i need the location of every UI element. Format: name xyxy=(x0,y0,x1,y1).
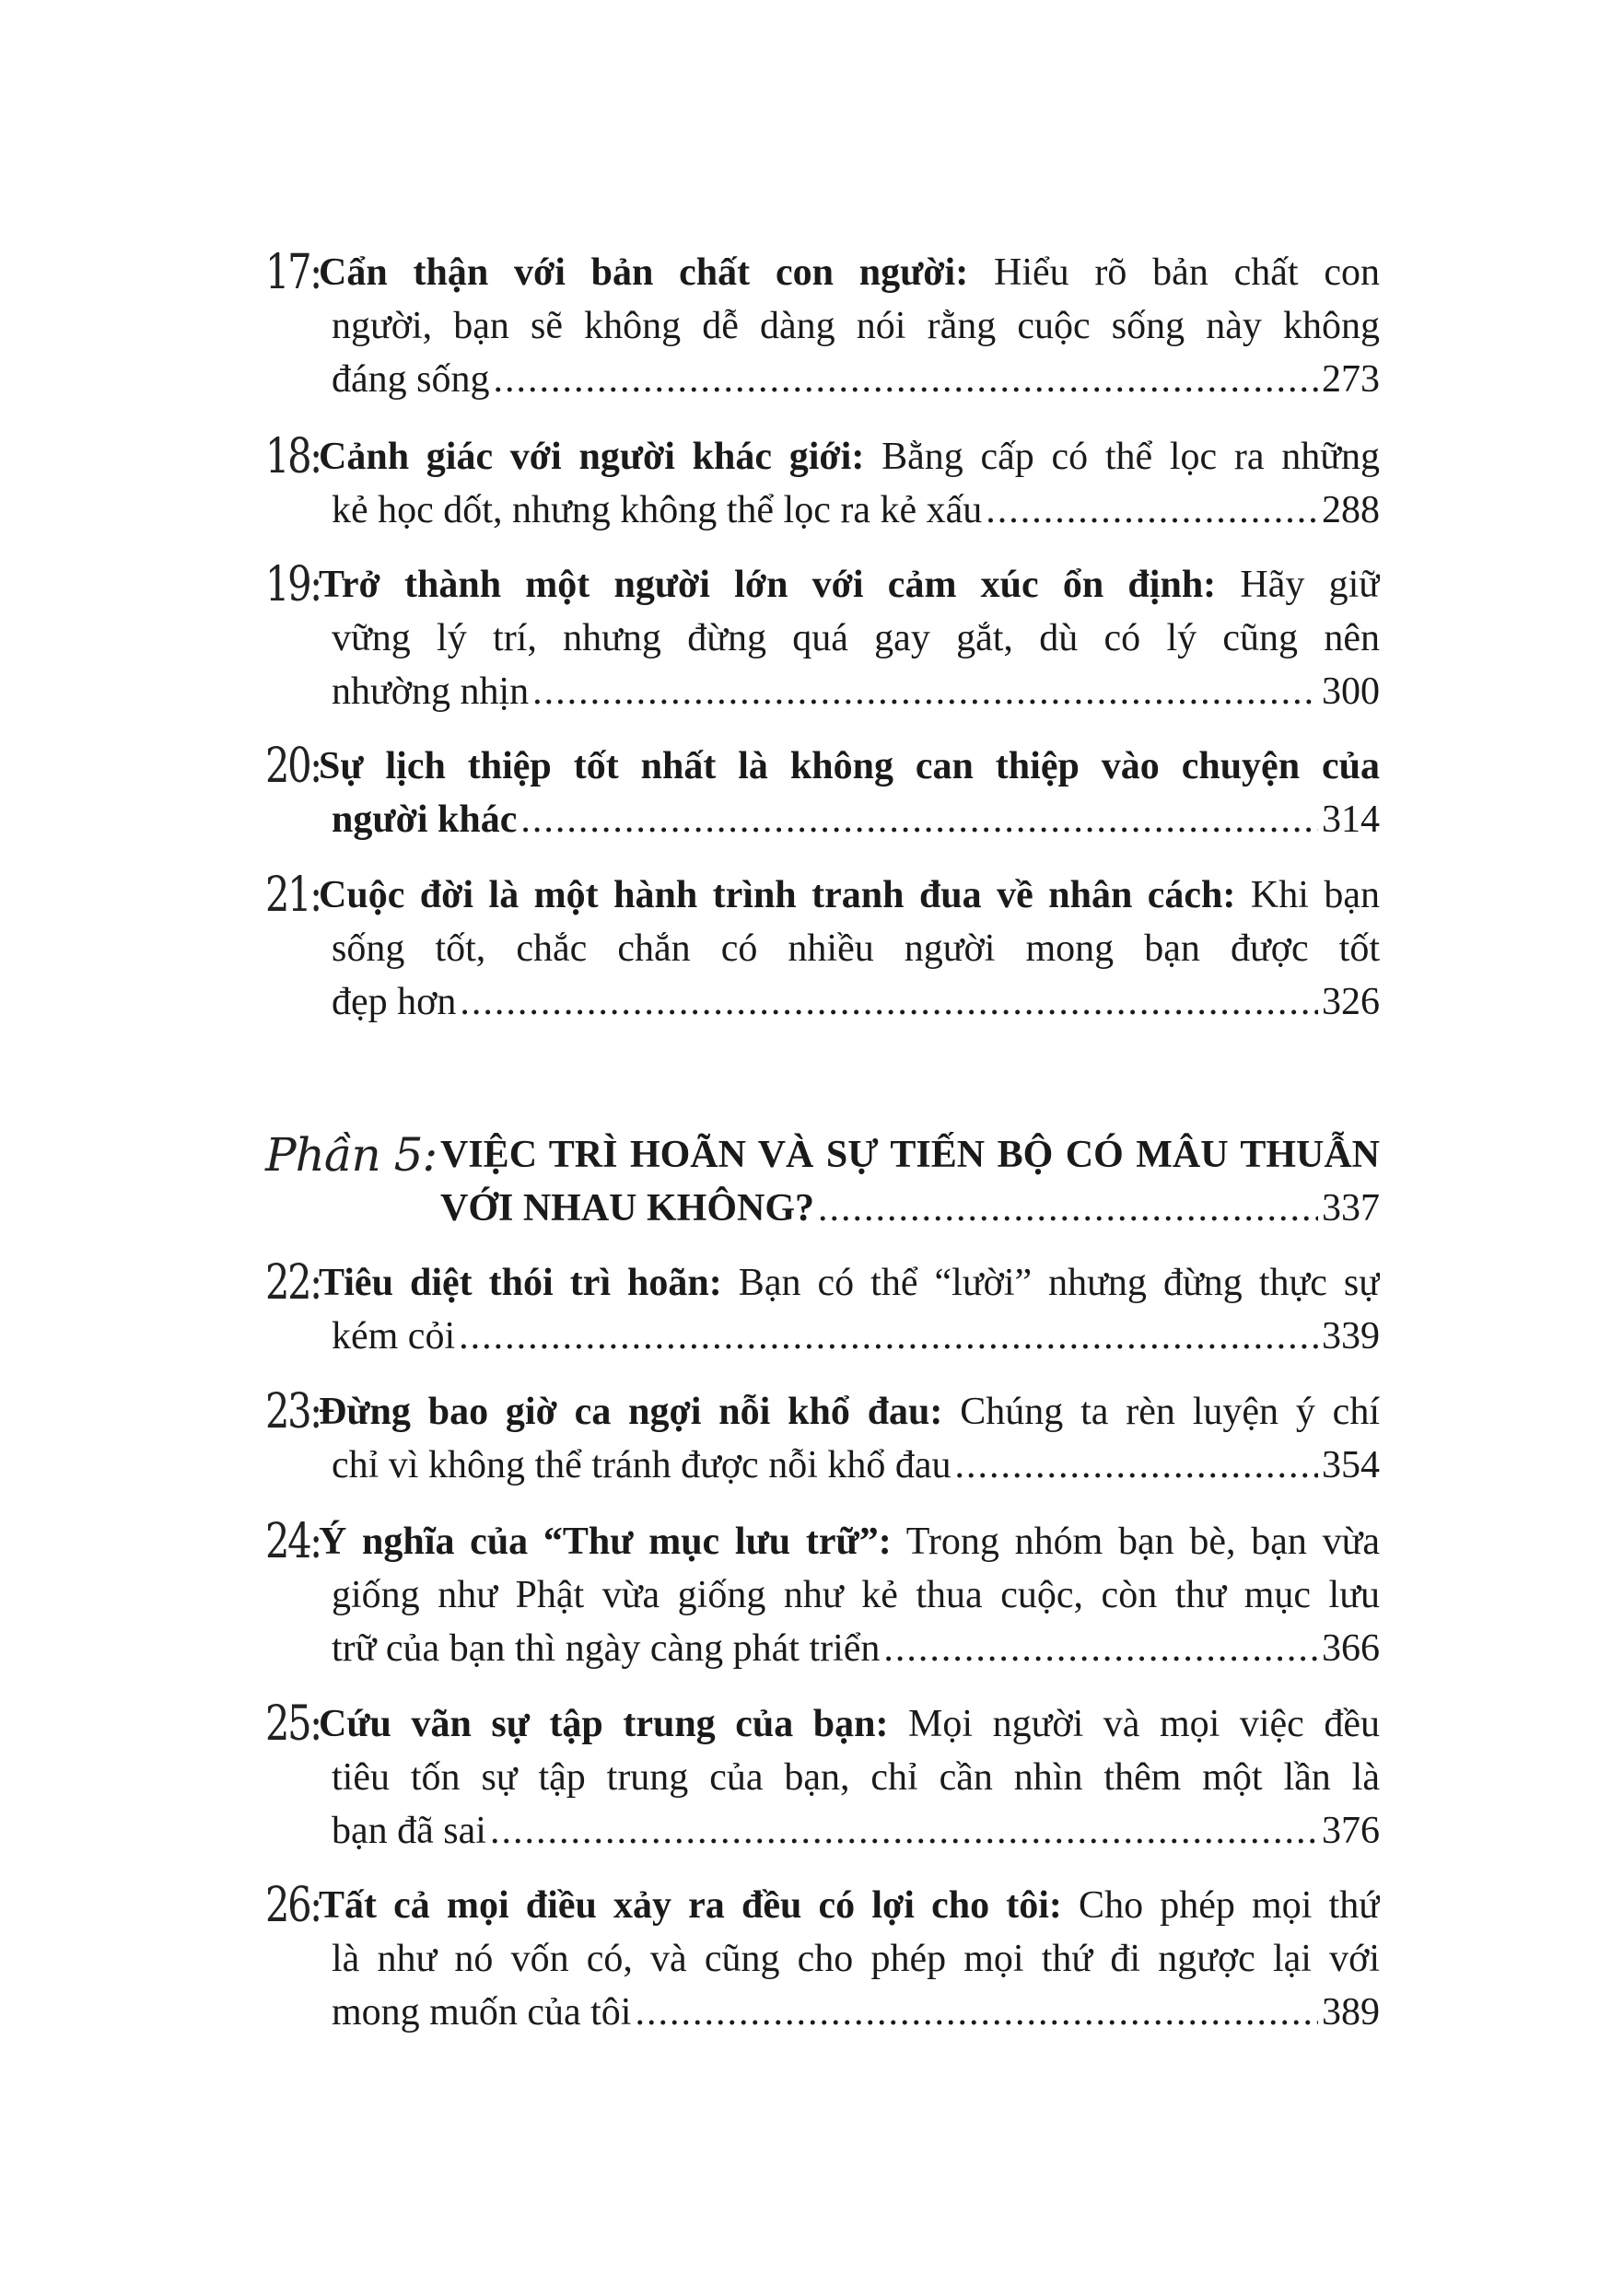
dot-leader xyxy=(490,1804,1318,1858)
entry-title: Cảnh giác với người khác giới: xyxy=(319,436,865,478)
entry-last-line xyxy=(440,1182,1380,1235)
toc-entry[interactable] xyxy=(265,1515,1380,1675)
entry-title: VIỆC TRÌ HOÃN VÀ SỰ TIẾN BỘ CÓ MÂU THUẪN xyxy=(440,1134,1380,1176)
page-number: 366 xyxy=(1322,1627,1380,1670)
dot-leader xyxy=(883,1622,1318,1675)
entry-description: là như nó vốn có, và cũng cho phép mọi thứ đi ngược lại với xyxy=(332,1938,1380,1980)
entry-title: Cuộc đời là một hành trình tranh đua về nhân cách: xyxy=(319,874,1236,916)
entry-line xyxy=(332,299,1380,353)
entry-text xyxy=(332,1986,631,2039)
entry-text xyxy=(332,484,982,537)
entry-text xyxy=(332,665,529,718)
entry-description: nhường nhịn xyxy=(332,670,530,713)
entry-description: kẻ học dốt, nhưng không thể lọc ra kẻ xấu xyxy=(332,489,983,531)
entry-text xyxy=(319,1515,1380,1568)
page-number: 339 xyxy=(1322,1315,1380,1358)
entry-text xyxy=(332,1804,486,1858)
entry-text xyxy=(332,353,490,406)
entry-text xyxy=(332,975,456,1029)
entry-text xyxy=(319,1385,1380,1439)
entry-number: 24: xyxy=(265,1514,321,1569)
entry-description: tiêu tốn sự tập trung của bạn, chỉ cần nhìn thêm một lần là xyxy=(332,1756,1380,1799)
entry-description: Cho phép mọi thứ xyxy=(1061,1884,1380,1927)
dot-leader xyxy=(459,1310,1318,1363)
entry-line xyxy=(332,1751,1380,1804)
entry-last-line xyxy=(332,975,1380,1029)
entry-number: 26: xyxy=(265,1878,321,1933)
toc-entry[interactable] xyxy=(265,868,1380,1029)
entry-title: Đừng bao giờ ca ngợi nỗi khổ đau: xyxy=(319,1391,943,1433)
toc-entry[interactable] xyxy=(265,740,1380,846)
entry-line xyxy=(332,1932,1380,1986)
entry-description: mong muốn của tôi xyxy=(332,1991,632,2034)
entry-description: kém cỏi xyxy=(332,1315,456,1358)
entry-title: người khác xyxy=(332,798,518,841)
entry-description: đáng sống xyxy=(332,358,490,401)
entry-description: Bạn có thể “lười” nhưng đừng thực sự xyxy=(721,1262,1380,1304)
entry-number: 20: xyxy=(265,739,321,794)
entry-description: đẹp hơn xyxy=(332,981,457,1023)
entry-title: Sự lịch thiệp tốt nhất là không can thiệp vào chuyện của xyxy=(319,745,1380,787)
dot-leader xyxy=(494,353,1319,406)
entry-line xyxy=(265,1697,1380,1751)
entry-text xyxy=(332,1622,880,1675)
entry-text xyxy=(440,1128,1380,1182)
entry-title: VỚI NHAU KHÔNG? xyxy=(440,1187,815,1230)
entry-line xyxy=(265,868,1380,922)
toc-entry[interactable] xyxy=(265,558,1380,718)
dot-leader xyxy=(818,1182,1318,1235)
entry-line xyxy=(265,1515,1380,1568)
page-number: 288 xyxy=(1322,489,1380,531)
dot-leader xyxy=(986,484,1318,537)
page-number: 326 xyxy=(1322,981,1380,1023)
entry-number: 22: xyxy=(265,1255,321,1311)
entry-number: 25: xyxy=(265,1696,321,1752)
entry-last-line xyxy=(332,793,1380,846)
entry-title: Tiêu diệt thói trì hoãn: xyxy=(319,1262,722,1304)
toc-entry[interactable] xyxy=(265,246,1380,406)
entry-description: Mọi người và mọi việc đều xyxy=(888,1703,1380,1745)
dot-leader xyxy=(635,1986,1318,2039)
entry-text xyxy=(440,1182,814,1235)
entry-text xyxy=(319,246,1380,299)
page-number: 314 xyxy=(1322,798,1380,841)
entry-line xyxy=(332,612,1380,665)
entry-description: Khi bạn xyxy=(1235,874,1380,916)
page-number: 300 xyxy=(1322,670,1380,713)
entry-description: Hãy giữ xyxy=(1216,564,1380,606)
entry-last-line xyxy=(332,484,1380,537)
entry-number: 17: xyxy=(265,245,321,300)
entry-last-line xyxy=(332,665,1380,718)
entry-last-line xyxy=(332,1439,1380,1492)
entry-last-line xyxy=(332,1622,1380,1675)
entry-last-line xyxy=(332,1310,1380,1363)
page-number: 337 xyxy=(1322,1187,1380,1230)
dot-leader xyxy=(532,665,1318,718)
page-number: 389 xyxy=(1322,1991,1380,2034)
page-number: 273 xyxy=(1322,358,1380,401)
toc-part-heading[interactable] xyxy=(265,1128,1380,1235)
entry-line xyxy=(265,1128,1380,1182)
entry-line xyxy=(265,246,1380,299)
entry-text xyxy=(319,1697,1380,1751)
entry-last-line xyxy=(332,353,1380,406)
entry-text xyxy=(319,1256,1380,1310)
toc-entry[interactable] xyxy=(265,430,1380,537)
entry-text xyxy=(319,558,1380,612)
entry-text xyxy=(319,740,1380,793)
entry-line xyxy=(265,558,1380,612)
entry-description: chỉ vì không thể tránh được nỗi khổ đau xyxy=(332,1444,951,1486)
entry-description: Chúng ta rèn luyện ý chí xyxy=(942,1391,1380,1433)
entry-title: Ý nghĩa của “Thư mục lưu trữ”: xyxy=(319,1521,892,1563)
toc-entry[interactable] xyxy=(265,1697,1380,1858)
entry-line xyxy=(265,430,1380,484)
entry-number: 21: xyxy=(265,868,321,923)
entry-description: Trong nhóm bạn bè, bạn vừa xyxy=(891,1521,1380,1563)
entry-description: bạn đã sai xyxy=(332,1810,486,1852)
entry-line xyxy=(332,922,1380,975)
entry-description: sống tốt, chắc chắn có nhiều người mong bạn được tốt xyxy=(332,927,1380,970)
dot-leader xyxy=(460,975,1318,1029)
entry-number: 23: xyxy=(265,1384,321,1439)
entry-number: 19: xyxy=(265,557,321,612)
entry-description: Bằng cấp có thể lọc ra những xyxy=(864,436,1380,478)
entry-title: Trở thành một người lớn với cảm xúc ổn định: xyxy=(319,564,1217,606)
entry-text xyxy=(332,1310,455,1363)
page-number: 354 xyxy=(1322,1444,1380,1486)
dot-leader xyxy=(520,793,1318,846)
entry-description: trữ của bạn thì ngày càng phát triển xyxy=(332,1627,881,1670)
toc-entry[interactable] xyxy=(265,1879,1380,2039)
entry-title: Cẩn thận với bản chất con người: xyxy=(319,251,969,294)
page-number: 376 xyxy=(1322,1810,1380,1852)
dot-leader xyxy=(955,1439,1318,1492)
entry-title: Tất cả mọi điều xảy ra đều có lợi cho tôi: xyxy=(319,1884,1062,1927)
entry-text xyxy=(319,430,1380,484)
entry-text xyxy=(319,1879,1380,1932)
toc-entry[interactable] xyxy=(265,1385,1380,1492)
entry-text xyxy=(332,1439,951,1492)
entry-last-line xyxy=(332,1986,1380,2039)
entry-line xyxy=(265,1256,1380,1310)
entry-text xyxy=(332,793,517,846)
entry-description: vững lý trí, nhưng đừng quá gay gắt, dù có lý cũng nên xyxy=(332,617,1380,659)
entry-text xyxy=(319,868,1380,922)
toc-entry[interactable] xyxy=(265,1256,1380,1363)
entry-line xyxy=(265,1879,1380,1932)
entry-number: 18: xyxy=(265,429,321,484)
entry-title: Cứu vãn sự tập trung của bạn: xyxy=(319,1703,889,1745)
entry-line xyxy=(265,1385,1380,1439)
entry-line xyxy=(265,740,1380,793)
entry-description: giống như Phật vừa giống như kẻ thua cuộc, còn thư mục lưu xyxy=(332,1574,1380,1616)
entry-last-line xyxy=(332,1804,1380,1858)
part-label: Phần 5: xyxy=(265,1128,438,1182)
entry-description: người, bạn sẽ không dễ dàng nói rằng cuộc sống này không xyxy=(332,305,1380,347)
entry-line xyxy=(332,1568,1380,1622)
entry-description: Hiểu rõ bản chất con xyxy=(968,251,1380,294)
